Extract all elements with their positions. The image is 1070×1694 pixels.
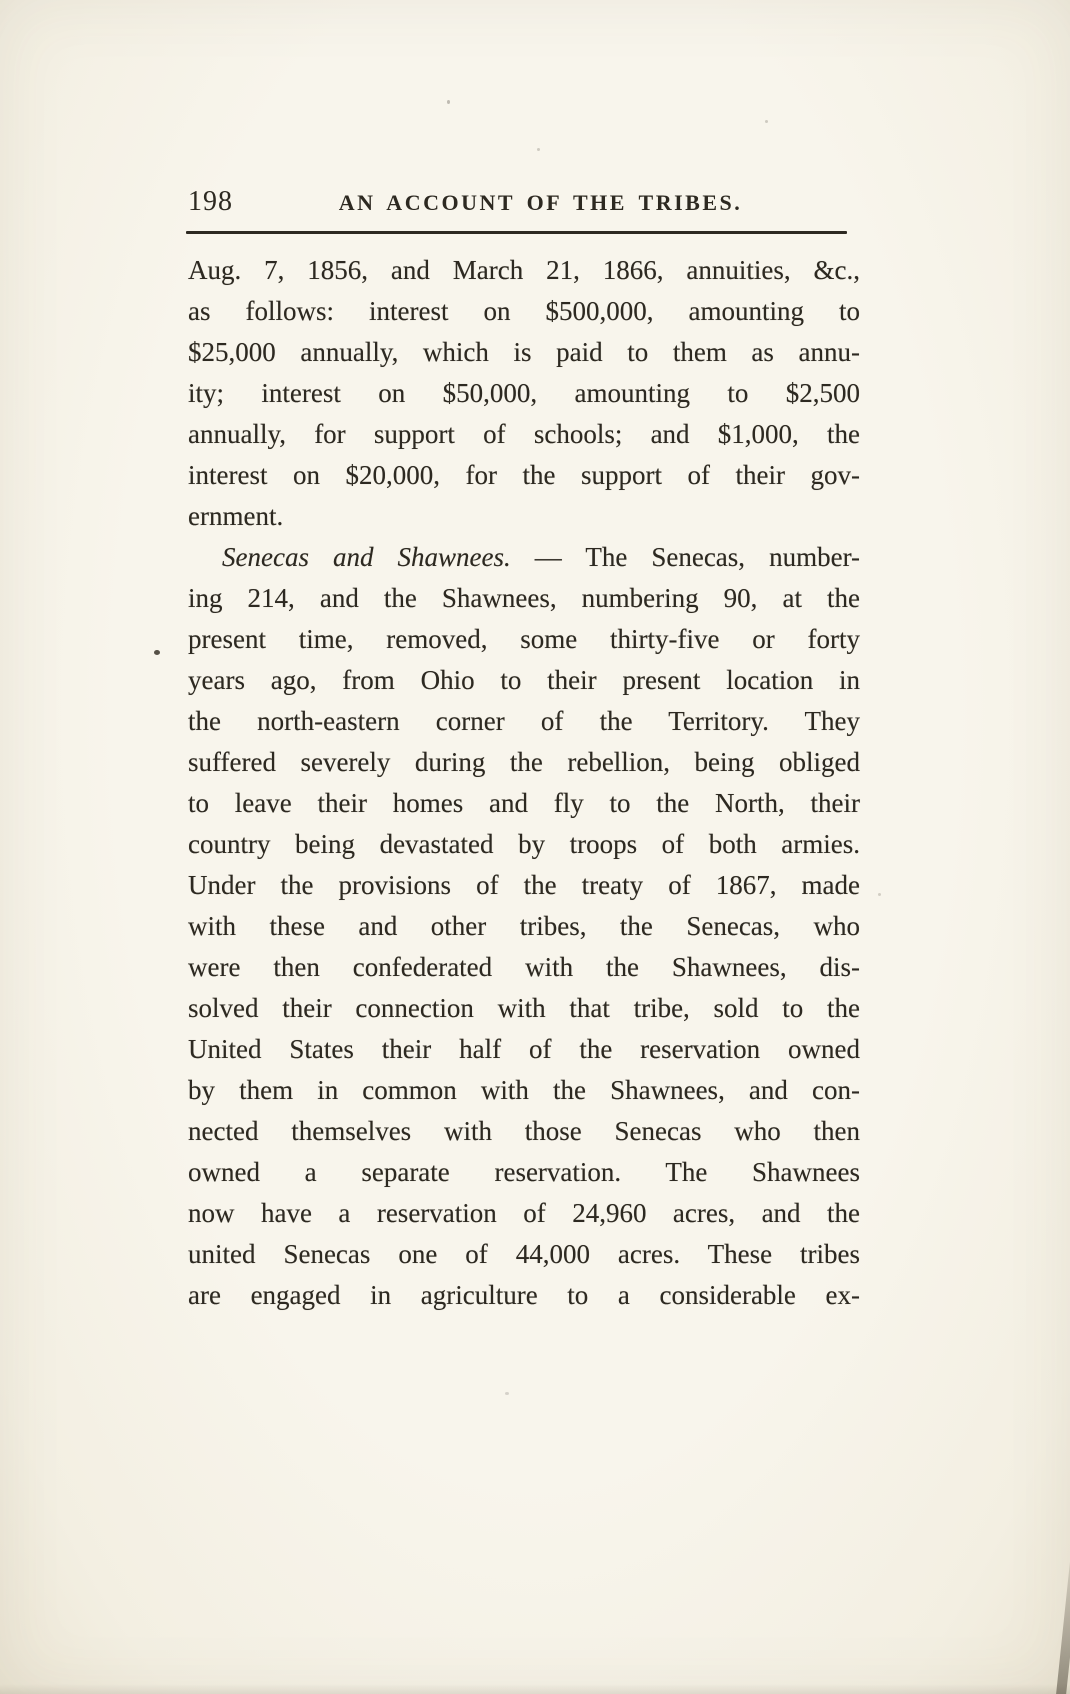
text-line: interest on $20,000, for the support of their gov- — [188, 460, 860, 490]
paragraph-annuities — [188, 250, 860, 537]
header-rule — [186, 231, 847, 234]
page-body — [188, 250, 860, 1316]
text-line: years ago, from Ohio to their present location in — [188, 665, 860, 695]
text-line: country being devastated by troops of both armies. — [188, 829, 860, 859]
text-line: by them in common with the Shawnees, and con- — [188, 1075, 860, 1105]
scan-speck — [505, 1392, 509, 1395]
text-line: solved their connection with that tribe, sold to the — [188, 993, 860, 1023]
scan-speck — [447, 100, 450, 104]
text-line: present time, removed, some thirty-five or forty — [188, 624, 860, 654]
text-line: now have a reservation of 24,960 acres, and the — [188, 1198, 860, 1228]
text-line: are engaged in agriculture to a considerable ex- — [188, 1280, 860, 1310]
text-line: the north-eastern corner of the Territory. They — [188, 706, 860, 736]
text-line: as follows: interest on $500,000, amounting to — [188, 296, 860, 326]
text-line: were then confederated with the Shawnees, dis- — [188, 952, 860, 982]
page-number: 198 — [188, 186, 233, 217]
scan-speck — [878, 893, 881, 896]
text-line: ernment. — [188, 501, 284, 531]
text-line: annually, for support of schools; and $1,000, the — [188, 419, 860, 449]
text-line: owned a separate reservation. The Shawnees — [188, 1157, 860, 1187]
text-line: ing 214, and the Shawnees, numbering 90, at the — [188, 583, 860, 613]
ink-speck — [154, 650, 160, 655]
scan-speck — [765, 120, 768, 123]
bottom-scan-shade — [0, 1684, 1070, 1694]
lead-line-rest: — The Senecas, number- — [510, 542, 861, 572]
running-title: AN ACCOUNT OF THE TRIBES. — [338, 190, 743, 215]
text-line-lead — [188, 537, 860, 578]
text-line: United States their half of the reservation owned — [188, 1034, 860, 1064]
page-edge-shadow — [1053, 1514, 1070, 1694]
scan-speck — [537, 148, 540, 151]
text-line: Aug. 7, 1856, and March 21, 1866, annuities, &c., — [188, 255, 860, 285]
text-line: to leave their homes and fly to the North, their — [188, 788, 860, 818]
text-line: ity; interest on $50,000, amounting to $2,500 — [188, 378, 860, 408]
text-line: $25,000 annually, which is paid to them as annu- — [188, 337, 860, 367]
text-line: suffered severely during the rebellion, being obliged — [188, 747, 860, 777]
text-line: united Senecas one of 44,000 acres. These tribes — [188, 1239, 860, 1269]
section-heading-italic: Senecas and Shawnees. — [222, 542, 511, 572]
text-line: with these and other tribes, the Senecas, who — [188, 911, 860, 941]
text-line: nected themselves with those Senecas who then — [188, 1116, 860, 1146]
text-line: Under the provisions of the treaty of 1867, made — [188, 870, 860, 900]
page-header — [188, 186, 848, 218]
paragraph-senecas-shawnees — [188, 537, 860, 1316]
